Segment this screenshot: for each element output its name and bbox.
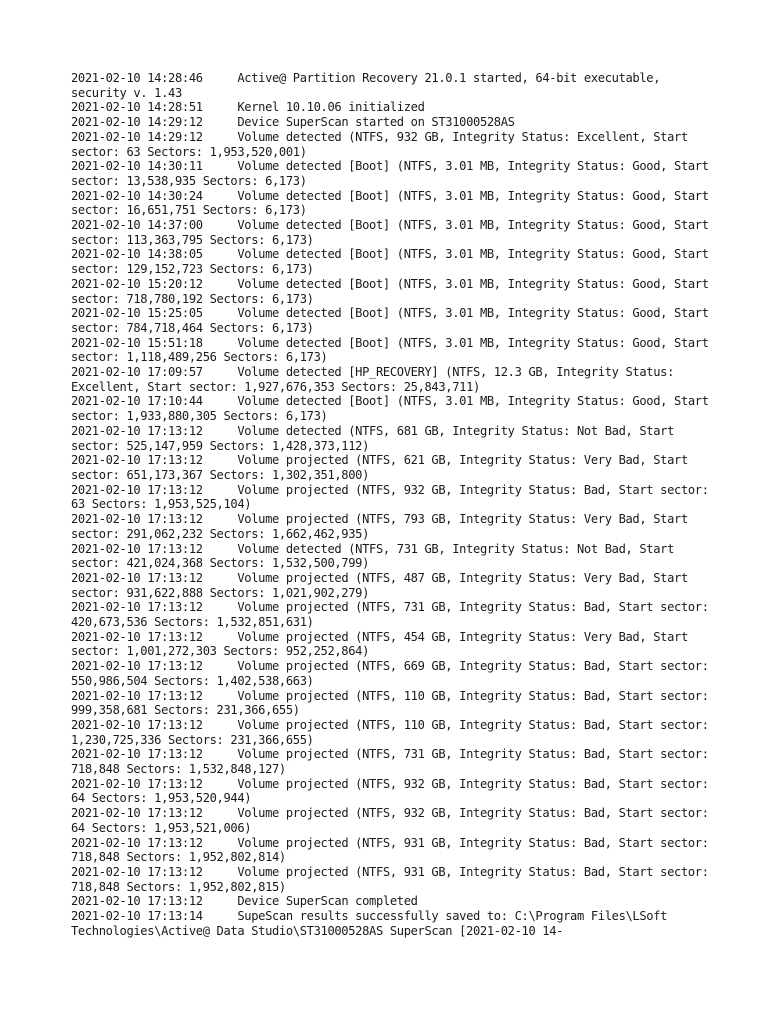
- log-message: Device SuperScan completed: [237, 894, 418, 909]
- log-timestamp: 2021-02-10 17:13:12: [71, 659, 203, 674]
- log-entry: [71, 659, 716, 688]
- log-message: Volume detected [Boot] (NTFS, 3.01 MB, Integrity Status: Good, Start sector: 784,718,464 Sectors: 6,173): [71, 306, 716, 335]
- log-timestamp: 2021-02-10 15:51:18: [71, 335, 203, 350]
- log-entry: [71, 630, 711, 659]
- log-timestamp: 2021-02-10 14:29:12: [71, 129, 203, 144]
- log-entry: [71, 100, 711, 115]
- log-timestamp: 2021-02-10 14:30:24: [71, 188, 203, 203]
- log-entry: [71, 453, 711, 482]
- log-message: Volume detected [HP_RECOVERY] (NTFS, 12.3 GB, Integrity Status: Excellent, Start sector: 1,927,676,353 Sectors: 25,843,711): [71, 365, 681, 394]
- log-message: Volume detected [Boot] (NTFS, 3.01 MB, Integrity Status: Good, Start sector: 113,363,795 Sectors: 6,173): [71, 218, 716, 247]
- log-timestamp: 2021-02-10 17:10:44: [71, 394, 203, 409]
- log-timestamp: 2021-02-10 17:13:12: [71, 600, 203, 615]
- log-timestamp: 2021-02-10 17:13:12: [71, 688, 203, 703]
- log-entry: [71, 482, 716, 512]
- log-message: Volume detected (NTFS, 932 GB, Integrity Status: Excellent, Start sector: 63 Sectors: 1,953,520,001): [71, 129, 695, 159]
- log-entry: [71, 542, 711, 571]
- log-entry: [71, 247, 716, 277]
- log-timestamp: 2021-02-10 17:13:12: [71, 512, 203, 527]
- log-timestamp: 2021-02-10 17:13:12: [71, 541, 203, 556]
- log-entry: [71, 365, 711, 394]
- log-message: Volume projected (NTFS, 932 GB, Integrity Status: Bad, Start sector: 64 Sectors: 1,953,521,006): [71, 806, 716, 835]
- log-timestamp: 2021-02-10 17:09:57: [71, 365, 203, 380]
- log-timestamp: 2021-02-10 15:20:12: [71, 276, 203, 291]
- log-entry: [71, 864, 716, 894]
- log-message: Volume projected (NTFS, 669 GB, Integrity Status: Bad, Start sector: 550,986,504 Sectors: 1,402,538,663): [71, 659, 716, 688]
- log-message: Volume projected (NTFS, 932 GB, Integrity Status: Bad, Start sector: 64 Sectors: 1,953,520,944): [71, 776, 716, 806]
- log-entry: [71, 306, 716, 335]
- log-entry: [71, 776, 716, 806]
- log-entry: [71, 894, 711, 909]
- log-entry: [71, 424, 711, 453]
- log-message: Volume detected [Boot] (NTFS, 3.01 MB, Integrity Status: Good, Start sector: 718,780,192 Sectors: 6,173): [71, 276, 716, 306]
- log-entry: [71, 688, 716, 718]
- log-entry: [71, 747, 716, 777]
- log-timestamp: 2021-02-10 17:13:12: [71, 482, 203, 497]
- log-timestamp: 2021-02-10 14:38:05: [71, 247, 203, 262]
- log-message: Volume detected [Boot] (NTFS, 3.01 MB, Integrity Status: Good, Start sector: 129,152,723 Sectors: 6,173): [71, 247, 716, 277]
- log-document: [71, 71, 716, 938]
- log-message: Volume detected (NTFS, 731 GB, Integrity Status: Not Bad, Start sector: 421,024,368 Sectors: 1,532,500,799): [71, 541, 681, 571]
- log-timestamp: 2021-02-10 17:13:12: [71, 570, 203, 585]
- log-message: Volume projected (NTFS, 731 GB, Integrity Status: Bad, Start sector: 420,673,536 Sectors: 1,532,851,631): [71, 600, 716, 630]
- log-message: Volume projected (NTFS, 487 GB, Integrity Status: Very Bad, Start sector: 931,622,888 Sectors: 1,021,902,279): [71, 570, 695, 600]
- log-message: Volume detected [Boot] (NTFS, 3.01 MB, Integrity Status: Good, Start sector: 13,538,935 Sectors: 6,173): [71, 159, 716, 188]
- log-message: Device SuperScan started on ST31000528AS: [237, 115, 515, 130]
- log-message: Active@ Partition Recovery 21.0.1 started, 64-bit executable, security v. 1.43: [71, 71, 668, 100]
- log-message: Volume projected (NTFS, 454 GB, Integrity Status: Very Bad, Start sector: 1,001,272,303 Sectors: 952,252,864): [71, 629, 695, 659]
- log-entry: [71, 600, 716, 630]
- log-entry: [71, 806, 716, 835]
- log-timestamp: 2021-02-10 14:28:46: [71, 71, 203, 85]
- log-message: Volume projected (NTFS, 931 GB, Integrity Status: Bad, Start sector: 718,848 Sectors: 1,952,802,814): [71, 835, 716, 865]
- log-timestamp: 2021-02-10 17:13:12: [71, 747, 203, 762]
- log-timestamp: 2021-02-10 14:30:11: [71, 159, 203, 174]
- log-message: Volume projected (NTFS, 621 GB, Integrity Status: Very Bad, Start sector: 651,173,367 Sectors: 1,302,351,800): [71, 453, 695, 482]
- log-message: Volume detected (NTFS, 681 GB, Integrity Status: Not Bad, Start sector: 525,147,959 Sectors: 1,428,373,112): [71, 423, 681, 453]
- log-entry: [71, 218, 716, 247]
- log-message: Volume detected [Boot] (NTFS, 3.01 MB, Integrity Status: Good, Start sector: 16,651,751 Sectors: 6,173): [71, 188, 716, 218]
- log-entry: [71, 909, 711, 938]
- log-timestamp: 2021-02-10 15:25:05: [71, 306, 203, 321]
- log-timestamp: 2021-02-10 14:28:51: [71, 100, 203, 115]
- log-message: Volume projected (NTFS, 731 GB, Integrity Status: Bad, Start sector: 718,848 Sectors: 1,532,848,127): [71, 747, 716, 777]
- log-entry: [71, 115, 711, 130]
- log-message: SupeScan results successfully saved to: C:\Program Files\LSoft Technologies\Active@ Data Studio\ST31000528AS SuperScan [2021-02-10 14-: [71, 909, 675, 938]
- log-entry: [71, 717, 716, 747]
- log-entry: [71, 159, 716, 188]
- log-entry: [71, 571, 711, 600]
- log-timestamp: 2021-02-10 17:13:14: [71, 909, 203, 924]
- log-timestamp: 2021-02-10 14:37:00: [71, 218, 203, 233]
- log-message: Volume projected (NTFS, 932 GB, Integrity Status: Bad, Start sector: 63 Sectors: 1,953,525,104): [71, 482, 716, 512]
- log-entry: [71, 335, 716, 365]
- log-entry: [71, 512, 711, 541]
- log-message: Volume projected (NTFS, 931 GB, Integrity Status: Bad, Start sector: 718,848 Sectors: 1,952,802,815): [71, 864, 716, 894]
- log-entry: [71, 835, 716, 865]
- log-message: Volume detected [Boot] (NTFS, 3.01 MB, Integrity Status: Good, Start sector: 1,118,489,256 Sectors: 6,173): [71, 335, 716, 365]
- log-entry: [71, 71, 711, 100]
- log-timestamp: 2021-02-10 17:13:12: [71, 629, 203, 644]
- log-message: Volume projected (NTFS, 110 GB, Integrity Status: Bad, Start sector: 999,358,681 Sectors: 231,366,655): [71, 688, 716, 718]
- log-entry: [71, 276, 716, 306]
- log-timestamp: 2021-02-10 17:13:12: [71, 423, 203, 438]
- log-message: Volume detected [Boot] (NTFS, 3.01 MB, Integrity Status: Good, Start sector: 1,933,880,305 Sectors: 6,173): [71, 394, 716, 424]
- log-timestamp: 2021-02-10 17:13:12: [71, 806, 203, 821]
- log-timestamp: 2021-02-10 17:13:12: [71, 835, 203, 850]
- log-entry: [71, 130, 711, 159]
- log-message: Volume projected (NTFS, 793 GB, Integrity Status: Very Bad, Start sector: 291,062,232 Sectors: 1,662,462,935): [71, 512, 695, 541]
- log-message: Volume projected (NTFS, 110 GB, Integrity Status: Bad, Start sector: 1,230,725,336 Sectors: 231,366,655): [71, 717, 716, 747]
- log-timestamp: 2021-02-10 17:13:12: [71, 717, 203, 732]
- log-entry: [71, 188, 716, 218]
- log-timestamp: 2021-02-10 17:13:12: [71, 776, 203, 791]
- log-timestamp: 2021-02-10 17:13:12: [71, 864, 203, 879]
- log-timestamp: 2021-02-10 14:29:12: [71, 115, 203, 130]
- log-message: Kernel 10.10.06 initialized: [237, 100, 425, 115]
- log-timestamp: 2021-02-10 17:13:12: [71, 453, 203, 468]
- log-entry: [71, 394, 716, 424]
- log-timestamp: 2021-02-10 17:13:12: [71, 894, 203, 909]
